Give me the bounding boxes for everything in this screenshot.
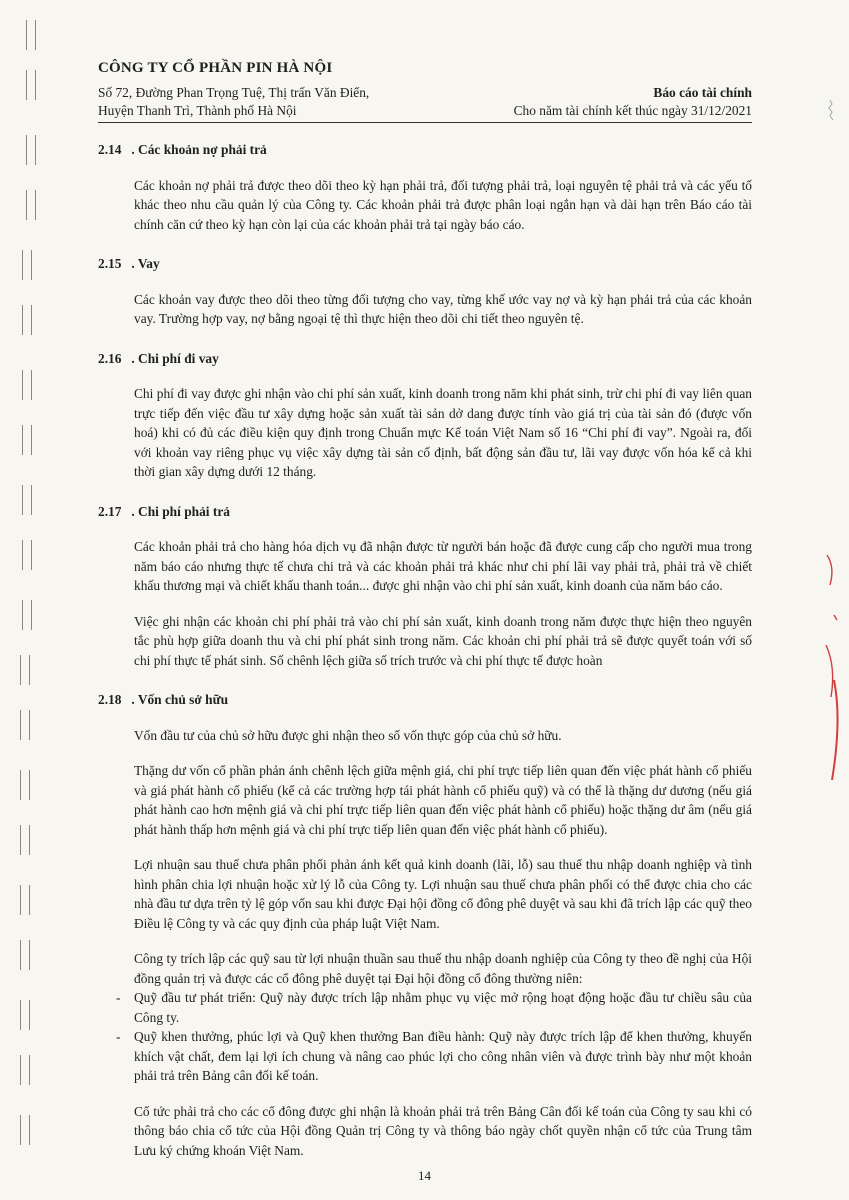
binder-marks — [18, 0, 58, 1200]
header-row-1 — [98, 85, 752, 101]
document-body — [98, 140, 752, 1160]
paragraph: Chi phí đi vay được ghi nhận vào chi phí sản xuất, kinh doanh trong năm khi phát sinh, trừ chi phí đi vay liên quan trực tiếp đến việc đầu tư xây dựng hoặc sản xuất tài sản dở dang được tính vào giá trị của tài sản đó (được vốn hoá) khi có đủ các điều kiện quy định trong Chuẩn mực Kế toán Việt Nam số 16 “Chi phí đi vay”. Ngoài ra, đối với khoản vay riêng phục vụ việc xây dựng tài sản cố định, bất động sản đầu tư, lãi vay được vốn hóa kể cả khi thời gian xây dựng dưới 12 tháng. — [134, 386, 752, 479]
paragraph: Các khoản vay được theo dõi theo từng đối tượng cho vay, từng khế ước vay nợ và kỳ hạn phải trả của các khoản vay. Trường hợp vay, nợ bằng ngoại tệ thì thực hiện theo dõi chi tiết theo nguyên tệ. — [134, 291, 752, 326]
page-number: 14 — [418, 1168, 431, 1183]
header-row-2 — [98, 103, 752, 123]
stamp-fragment — [812, 100, 849, 800]
paragraph: Vốn đầu tư của chủ sở hữu được ghi nhận theo số vốn thực góp của chủ sở hữu. — [134, 727, 562, 743]
paragraph: Thặng dư vốn cổ phần phản ánh chênh lệch giữa mệnh giá, chi phí trực tiếp liên quan đến việc phát hành cổ phiếu và giá phát hành cổ phiếu (kể cả các trường hợp tái phát hành cổ phiếu quỹ) và có thể là thặng dư dương (nếu giá phát hành cao hơn mệnh giá và chi phí trực tiếp liên quan đến việc phát hành cổ phiếu) hoặc thặng dư âm (nếu giá phát hành thấp hơn mệnh giá và chi phí trực tiếp liên quan đến việc phát hành cổ phiếu). — [134, 763, 752, 837]
report-title: Báo cáo tài chính — [653, 85, 752, 100]
document-header — [98, 60, 752, 123]
paragraph: Việc ghi nhận các khoản chi phí phải trả vào chi phí sản xuất, kinh doanh trong năm được thực hiện theo nguyên tắc phù hợp giữa doanh thu và chi phí phát sinh trong năm. Các khoản chi phí phải trả sẽ được quyết toán với số chi phí thực tế phát sinh. Số chênh lệch giữa số trích trước và chi phí thực tế được hoàn — [134, 613, 752, 668]
paragraph: Các khoản phải trả cho hàng hóa dịch vụ đã nhận được từ người bán hoặc đã được cung cấp cho người mua trong năm báo cáo nhưng thực tế chưa chi trả và các khoản phải trả khác như chi phí lãi vay phải trả, phải trả về chiết khấu thương mại và chiết khấu thanh toán... được ghi nhận vào chi phí sản xuất, kinh doanh của năm báo cáo. — [134, 539, 752, 593]
paragraph: Công ty trích lập các quỹ sau từ lợi nhuận thuần sau thuế thu nhập doanh nghiệp của Công ty theo đề nghị của Hội đồng quản trị và được các cổ đông phê duyệt tại Đại hội đồng cổ đông thường niên: — [134, 951, 752, 986]
paragraph: Các khoản nợ phải trả được theo dõi theo kỳ hạn phải trả, đối tượng phải trả, loại nguyên tệ phải trả và các yếu tố khác theo nhu cầu quản lý của Công ty. Các khoản phải trả được phân loại ngắn hạn và dài hạn trên Báo cáo tài chính căn cứ theo kỳ hạn còn lại của các khoản phải trả tại ngày báo cáo. — [134, 177, 752, 232]
report-period: Cho năm tài chính kết thúc ngày 31/12/2021 — [513, 103, 752, 118]
address-line-1: Số 72, Đường Phan Trọng Tuệ, Thị trấn Văn Điển, — [98, 85, 370, 100]
paragraph: Lợi nhuận sau thuế chưa phân phối phản ánh kết quả kinh doanh (lãi, lỗ) sau thuế thu nhập doanh nghiệp và tình hình phân chia lợi nhuận hoặc xử lý lỗ của Công ty. Lợi nhuận sau thuế chưa phân phối có thể được chia cho các nhà đầu tư dựa trên tỷ lệ góp vốn sau khi được Đại hội đồng cổ đông phê duyệt và sau khi đã trích lập các quỹ theo Điều lệ Công ty và các quy định của pháp luật Việt Nam. — [134, 857, 752, 931]
section-heading: 2.15 . Vay — [98, 256, 160, 271]
company-name: CÔNG TY CỔ PHẦN PIN HÀ NỘI — [98, 60, 333, 76]
paragraph: Cổ tức phải trả cho các cổ đông được ghi nhận là khoản phải trả trên Bảng Cân đối kế toán của Công ty sau khi có thông báo chia cổ tức của Hội đồng Quản trị Công ty và thông báo ngày chốt quyền nhận cổ tức của Trung tâm Lưu ký chứng khoán Việt Nam. — [134, 1103, 752, 1158]
list-item: - Quỹ đầu tư phát triển: Quỹ này được trích lập nhằm phục vụ việc mở rộng hoạt động hoặc đầu tư chiều sâu của Công ty. — [116, 990, 752, 1025]
list-item: - Quỹ khen thưởng, phúc lợi và Quỹ khen thưởng Ban điều hành: Quỹ này được trích lập để khen thưởng, khuyến khích vật chất, đem lại lợi ích chung và nâng cao phúc lợi cho công nhân viên và được trình bày như một khoản phải trả trên Bảng cân đối kế toán. — [116, 1029, 752, 1083]
address-line-2: Huyện Thanh Trì, Thành phố Hà Nội — [98, 103, 297, 118]
section-heading: 2.17 . Chi phí phải trả — [98, 503, 230, 519]
section-heading: 2.14 . Các khoản nợ phải trả — [98, 142, 267, 157]
section-heading: 2.16 . Chi phí đi vay — [98, 350, 219, 366]
section-heading: 2.18 . Vốn chủ sở hữu — [98, 692, 229, 707]
